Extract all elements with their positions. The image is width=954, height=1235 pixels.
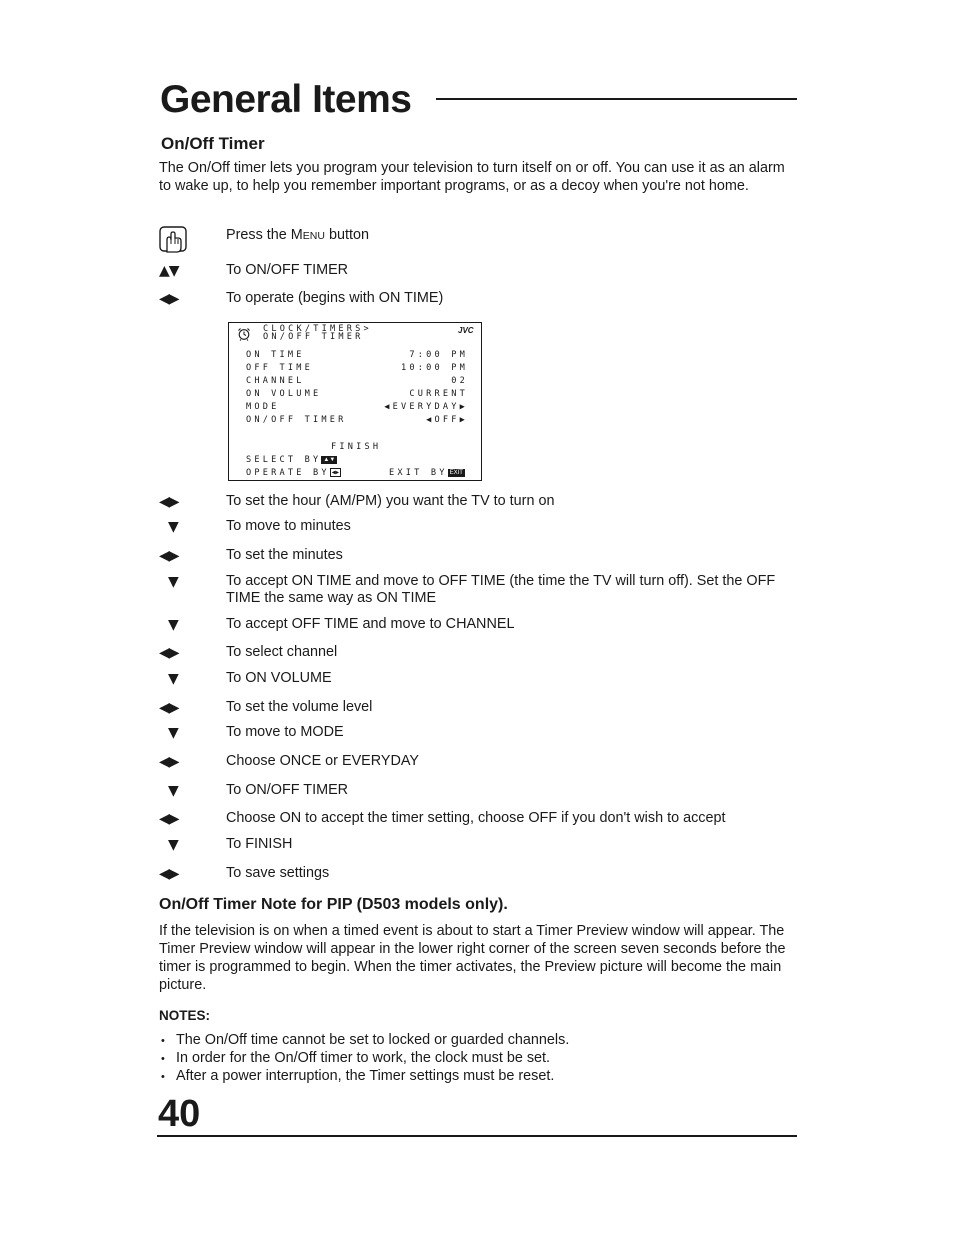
alarm-clock-icon <box>237 327 251 341</box>
exit-key-icon: EXIT <box>449 469 463 476</box>
step-item <box>159 836 799 856</box>
step-item <box>159 810 799 830</box>
step-item <box>159 670 799 690</box>
step-text: Choose ON to accept the timer setting, choose OFF if you don't wish to accept <box>226 810 726 826</box>
step-item <box>159 262 799 282</box>
left-right-arrow-icon: ◀▶ <box>159 700 179 716</box>
footer-rule <box>157 1135 797 1137</box>
left-right-arrow-icon: ◀▶ <box>159 645 179 661</box>
down-arrow-icon: ▼ <box>168 617 178 633</box>
step-text: To save settings <box>226 865 330 881</box>
left-right-arrow-icon: ◀▶ <box>159 291 179 307</box>
step-item <box>159 573 799 606</box>
page-title: General Items <box>160 78 412 121</box>
down-arrow-icon: ▼ <box>168 519 178 535</box>
left-right-arrow-icon: ◀▶ <box>159 866 179 882</box>
step-item <box>159 724 799 744</box>
osd-finish: FINISH <box>331 442 382 452</box>
osd-row-value: 02 <box>451 376 468 386</box>
brand-logo: JVC <box>458 326 474 335</box>
title-rule <box>436 98 797 100</box>
down-arrow-icon: ▼ <box>168 574 178 590</box>
down-arrow-icon: ▼ <box>168 725 178 741</box>
step-item <box>159 290 799 310</box>
osd-row-value: CURRENT <box>409 389 468 399</box>
step-text: To FINISH <box>226 836 293 852</box>
step-text: Press the MENU button <box>226 227 369 243</box>
step-text: To set the volume level <box>226 699 373 715</box>
step-text: To ON/OFF TIMER <box>226 262 349 278</box>
osd-row-label: OFF TIME <box>246 363 313 373</box>
step-text: To ON/OFF TIMER <box>226 782 349 798</box>
up-down-key-icon: ▲▼ <box>323 456 336 463</box>
notes-heading: NOTES: <box>159 1008 211 1023</box>
step-item <box>159 753 799 773</box>
osd-row-label: ON VOLUME <box>246 389 322 399</box>
osd-row-label: ON/OFF TIMER <box>246 415 347 425</box>
step-text: To select channel <box>226 644 338 660</box>
osd-screen <box>228 322 482 481</box>
step-text: To set the hour (AM/PM) you want the TV to turn on <box>226 493 555 509</box>
left-right-arrow-icon: ◀▶ <box>159 811 179 827</box>
osd-row-value: ◀EVERYDAY▶ <box>384 402 468 412</box>
page-number: 40 <box>158 1093 201 1135</box>
step-item <box>159 782 799 802</box>
step-item <box>159 644 799 664</box>
step-press-menu <box>159 227 799 247</box>
osd-exit-hint: EXIT BY EXIT <box>389 468 463 478</box>
section-intro: The On/Off timer lets you program your television to turn itself on or off. You can use it as an alarm to wake up, to help you remember important programs, or as a decoy when you're not home. <box>159 160 785 194</box>
step-item <box>159 547 799 567</box>
step-item <box>159 493 799 513</box>
section-heading: On/Off Timer <box>161 134 265 153</box>
step-item <box>159 518 799 538</box>
step-text: To set the minutes <box>226 547 343 563</box>
pip-heading: On/Off Timer Note for PIP (D503 models only). <box>159 896 508 913</box>
step-text: To accept ON TIME and move to OFF TIME (the time the TV will turn off). Set the OFF TIME the same way as ON TIME <box>226 573 776 606</box>
note-item: • After a power interruption, the Timer settings must be reset. <box>161 1068 555 1084</box>
down-arrow-icon: ▼ <box>168 837 178 853</box>
osd-path: CLOCK/TIMERS> <box>263 324 372 334</box>
step-text: Choose ONCE or EVERYDAY <box>226 753 420 769</box>
down-arrow-icon: ▼ <box>168 783 178 799</box>
step-item <box>159 616 799 636</box>
step-text: To move to minutes <box>226 518 351 534</box>
left-right-key-icon: ◀▶ <box>331 469 339 476</box>
down-arrow-icon: ▼ <box>168 671 178 687</box>
osd-operate-hint: OPERATE BY ◀▶ <box>246 468 339 478</box>
osd-row-value: 7:00 PM <box>409 350 468 360</box>
step-text: To accept OFF TIME and move to CHANNEL <box>226 616 515 632</box>
step-text: To operate (begins with ON TIME) <box>226 290 444 306</box>
osd-row-label: CHANNEL <box>246 376 305 386</box>
up-down-arrow-icon: ▲▼ <box>159 263 179 279</box>
osd-select-hint: SELECT BY ▲▼ <box>246 455 336 465</box>
step-text: To ON VOLUME <box>226 670 332 686</box>
left-right-arrow-icon: ◀▶ <box>159 754 179 770</box>
osd-row-label: ON TIME <box>246 350 305 360</box>
osd-row-value: ◀OFF▶ <box>426 415 468 425</box>
osd-row-value: 10:00 PM <box>401 363 468 373</box>
osd-title: ON/OFF TIMER <box>263 332 364 342</box>
note-item: • The On/Off time cannot be set to locked or guarded channels. <box>161 1032 570 1048</box>
left-right-arrow-icon: ◀▶ <box>159 548 179 564</box>
note-item: • In order for the On/Off timer to work, the clock must be set. <box>161 1050 551 1066</box>
step-text: To move to MODE <box>226 724 344 740</box>
step-item <box>159 865 799 885</box>
step-item <box>159 699 799 719</box>
pip-text: If the television is on when a timed event is about to start a Timer Preview window will appear. The Timer Preview window will appear in the lower right corner of the screen seven seconds before the timer is programmed to begin. When the timer activates, the Preview picture will become the main picture. <box>159 923 786 993</box>
osd-row-label: MODE <box>246 402 280 412</box>
left-right-arrow-icon: ◀▶ <box>159 494 179 510</box>
